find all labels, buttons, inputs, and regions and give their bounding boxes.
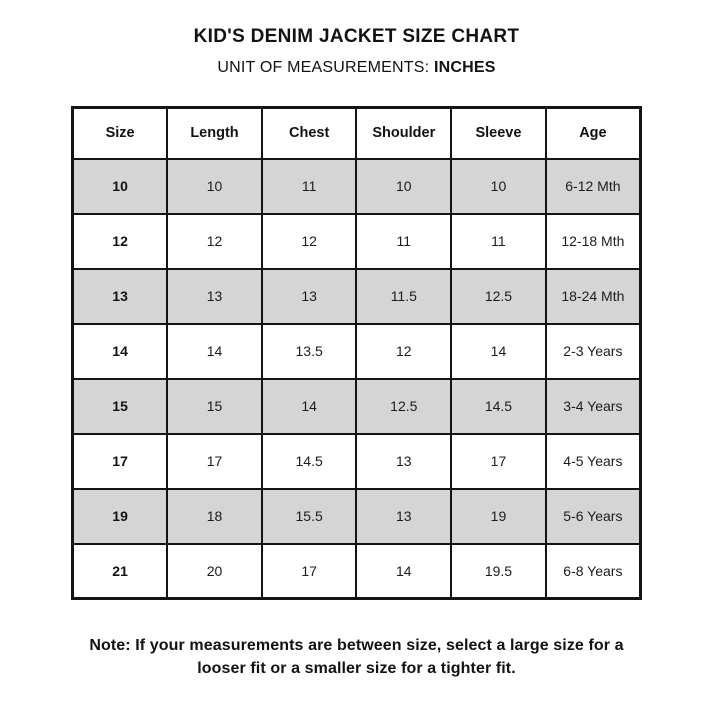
table-cell: 11 [451, 214, 546, 269]
size-cell: 14 [73, 324, 168, 379]
table-cell: 6-12 Mth [546, 159, 641, 214]
table-cell: 12 [167, 214, 262, 269]
page-subtitle [217, 59, 495, 77]
size-cell: 12 [73, 214, 168, 269]
note-text: Note: If your measurements are between size, select a large size for a looser fit or a smaller size for a tighter fit. [89, 637, 624, 678]
table-cell: 13 [262, 269, 357, 324]
table-cell: 14 [167, 324, 262, 379]
column-header-shoulder: Shoulder [356, 108, 451, 159]
table-row [73, 379, 641, 434]
size-cell: 10 [73, 159, 168, 214]
column-header-length: Length [167, 108, 262, 159]
table-cell: 14.5 [262, 434, 357, 489]
size-cell: 15 [73, 379, 168, 434]
table-cell: 5-6 Years [546, 489, 641, 544]
table-cell: 6-8 Years [546, 544, 641, 599]
table-cell: 10 [451, 159, 546, 214]
table-cell: 17 [451, 434, 546, 489]
table-body [73, 159, 641, 599]
table-row [73, 434, 641, 489]
table-cell: 3-4 Years [546, 379, 641, 434]
column-header-size: Size [73, 108, 168, 159]
table-cell: 18-24 Mth [546, 269, 641, 324]
table-cell: 18 [167, 489, 262, 544]
table-cell: 14 [262, 379, 357, 434]
table-cell: 15.5 [262, 489, 357, 544]
table-cell: 14 [356, 544, 451, 599]
table-cell: 12 [262, 214, 357, 269]
column-header-age: Age [546, 108, 641, 159]
size-cell: 21 [73, 544, 168, 599]
size-cell: 13 [73, 269, 168, 324]
table-cell: 15 [167, 379, 262, 434]
table-row [73, 214, 641, 269]
table-cell: 13 [356, 434, 451, 489]
table-cell: 12.5 [356, 379, 451, 434]
size-chart-table [71, 106, 642, 600]
table-cell: 17 [167, 434, 262, 489]
table-row [73, 324, 641, 379]
table-cell: 11.5 [356, 269, 451, 324]
table-cell: 12-18 Mth [546, 214, 641, 269]
table-cell: 4-5 Years [546, 434, 641, 489]
table-cell: 10 [356, 159, 451, 214]
table-cell: 20 [167, 544, 262, 599]
table-cell: 2-3 Years [546, 324, 641, 379]
table-cell: 13 [167, 269, 262, 324]
table-cell: 17 [262, 544, 357, 599]
header-row [73, 108, 641, 159]
column-header-chest: Chest [262, 108, 357, 159]
table-cell: 14.5 [451, 379, 546, 434]
table-row [73, 269, 641, 324]
table-cell: 12 [356, 324, 451, 379]
page-title: KID'S DENIM JACKET SIZE CHART [193, 26, 520, 47]
size-cell: 19 [73, 489, 168, 544]
table-row [73, 489, 641, 544]
table-cell: 11 [262, 159, 357, 214]
table-cell: 19 [451, 489, 546, 544]
table-cell: 12.5 [451, 269, 546, 324]
table-header [73, 108, 641, 159]
size-cell: 17 [73, 434, 168, 489]
table-cell: 13.5 [262, 324, 357, 379]
table-cell: 11 [356, 214, 451, 269]
table-cell: 13 [356, 489, 451, 544]
subtitle-label: UNIT OF MEASUREMENTS: [217, 59, 434, 76]
table-cell: 19.5 [451, 544, 546, 599]
column-header-sleeve: Sleeve [451, 108, 546, 159]
subtitle-unit: INCHES [433, 59, 496, 76]
table-row [73, 159, 641, 214]
table-cell: 14 [451, 324, 546, 379]
table-row [73, 544, 641, 599]
table-cell: 10 [167, 159, 262, 214]
